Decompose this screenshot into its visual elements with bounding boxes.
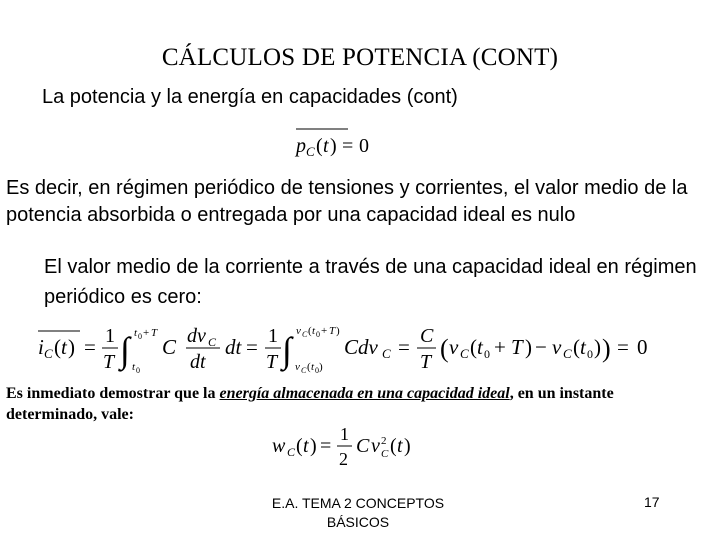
svg-text:dt: dt	[190, 351, 206, 373]
svg-text:=: =	[84, 335, 96, 359]
svg-text:C: C	[356, 435, 370, 457]
svg-text:C: C	[44, 346, 53, 361]
svg-text:1: 1	[105, 325, 115, 347]
svg-text:(: (	[470, 335, 477, 359]
page-number: 17	[644, 494, 660, 510]
slide-subtitle: La potencia y la energía en capacidades (cont)	[42, 86, 458, 108]
svg-text:0: 0	[315, 366, 319, 375]
svg-text:): )	[68, 335, 75, 359]
svg-text:): )	[602, 334, 611, 363]
svg-text:+: +	[321, 325, 328, 337]
svg-text:v: v	[295, 361, 300, 373]
svg-text:): )	[336, 325, 340, 337]
svg-text:): )	[330, 135, 337, 157]
svg-text:T: T	[420, 351, 432, 373]
svg-text:0: 0	[484, 347, 490, 361]
svg-text:(: (	[307, 361, 311, 373]
svg-text:t: t	[477, 335, 483, 359]
svg-text:∫: ∫	[120, 330, 130, 370]
svg-text:v: v	[449, 335, 459, 359]
svg-text:i: i	[38, 335, 44, 359]
svg-text:t: t	[580, 335, 586, 359]
footer-label: E.A. TEMA 2 CONCEPTOS BÁSICOS	[271, 495, 445, 530]
svg-text:(: (	[316, 135, 323, 157]
svg-text:w: w	[272, 435, 286, 457]
svg-text:dv: dv	[187, 325, 206, 347]
svg-text:+: +	[494, 335, 506, 359]
svg-text:(: (	[573, 335, 580, 359]
paragraph-periodic-power: Es decir, en régimen periódico de tensiones y corrientes, el valor medio de la potencia absorbida o entregada por una capacidad ideal es nulo	[6, 177, 688, 226]
svg-text:=: =	[320, 435, 332, 457]
svg-text:): )	[594, 335, 601, 359]
svg-text:0: 0	[316, 330, 320, 339]
svg-text:t: t	[311, 361, 315, 373]
svg-text:Cdv: Cdv	[344, 335, 378, 359]
equation-average-current	[32, 318, 662, 378]
svg-text:): )	[404, 435, 411, 457]
svg-text:t: t	[61, 335, 67, 359]
paragraph-average-current: El valor medio de la corriente a través de una capacidad ideal en régimen periódico es cero:	[44, 256, 697, 308]
svg-text:t: t	[397, 435, 403, 457]
svg-text:C: C	[287, 445, 296, 459]
svg-text:2: 2	[381, 435, 387, 447]
svg-text:=: =	[398, 335, 410, 359]
equation-stored-energy	[266, 420, 416, 472]
svg-text:=: =	[342, 135, 354, 157]
svg-text:C: C	[162, 335, 177, 359]
svg-text:(: (	[54, 335, 61, 359]
svg-text:0: 0	[587, 347, 593, 361]
svg-text:+: +	[143, 327, 150, 339]
svg-text:): )	[310, 435, 317, 457]
svg-text:C: C	[306, 144, 315, 159]
svg-text:∫: ∫	[282, 330, 292, 370]
svg-text:=: =	[246, 335, 258, 359]
svg-text:t: t	[323, 135, 329, 157]
svg-text:T: T	[511, 335, 523, 359]
svg-text:t: t	[134, 327, 138, 339]
svg-text:C: C	[381, 448, 389, 460]
svg-text:1: 1	[340, 424, 349, 444]
svg-text:C: C	[382, 346, 391, 361]
svg-text:(: (	[390, 435, 397, 457]
svg-text:0: 0	[637, 335, 648, 359]
svg-text:=: =	[617, 335, 629, 359]
svg-text:dt: dt	[225, 335, 242, 359]
svg-text:C: C	[208, 335, 217, 349]
svg-text:p: p	[296, 135, 306, 157]
svg-text:(: (	[308, 325, 312, 337]
paragraph-stored-energy-post: , en un instante determinado, vale:	[6, 385, 614, 423]
svg-text:T: T	[151, 327, 158, 339]
svg-text:t: t	[312, 325, 316, 337]
svg-text:): )	[525, 335, 532, 359]
svg-text:v: v	[296, 325, 301, 337]
svg-text:): )	[319, 361, 323, 373]
paragraph-stored-energy	[6, 383, 706, 425]
svg-text:t: t	[303, 435, 309, 457]
svg-text:0: 0	[136, 366, 140, 375]
svg-text:t: t	[132, 361, 136, 373]
svg-text:v: v	[552, 335, 562, 359]
paragraph-stored-energy-emphasis: energía almacenada en una capacidad ideal	[219, 385, 510, 402]
svg-text:T: T	[266, 351, 278, 373]
svg-text:2: 2	[339, 449, 348, 469]
slide-title: CÁLCULOS DE POTENCIA (CONT)	[161, 44, 559, 71]
svg-text:C: C	[420, 325, 434, 347]
svg-text:C: C	[301, 366, 307, 375]
svg-text:(: (	[296, 435, 303, 457]
svg-text:T: T	[329, 325, 336, 337]
svg-text:T: T	[103, 351, 115, 373]
svg-text:v: v	[371, 435, 380, 457]
svg-text:C: C	[563, 346, 572, 361]
svg-text:0: 0	[138, 332, 142, 341]
svg-text:1: 1	[268, 325, 278, 347]
svg-text:0: 0	[359, 135, 369, 157]
paragraph-stored-energy-pre: Es inmediato demostrar que la	[6, 385, 220, 402]
equation-average-power	[290, 124, 390, 160]
svg-text:C: C	[460, 346, 469, 361]
svg-text:(: (	[440, 334, 449, 363]
svg-text:C: C	[302, 330, 308, 339]
svg-text:−: −	[535, 335, 547, 359]
